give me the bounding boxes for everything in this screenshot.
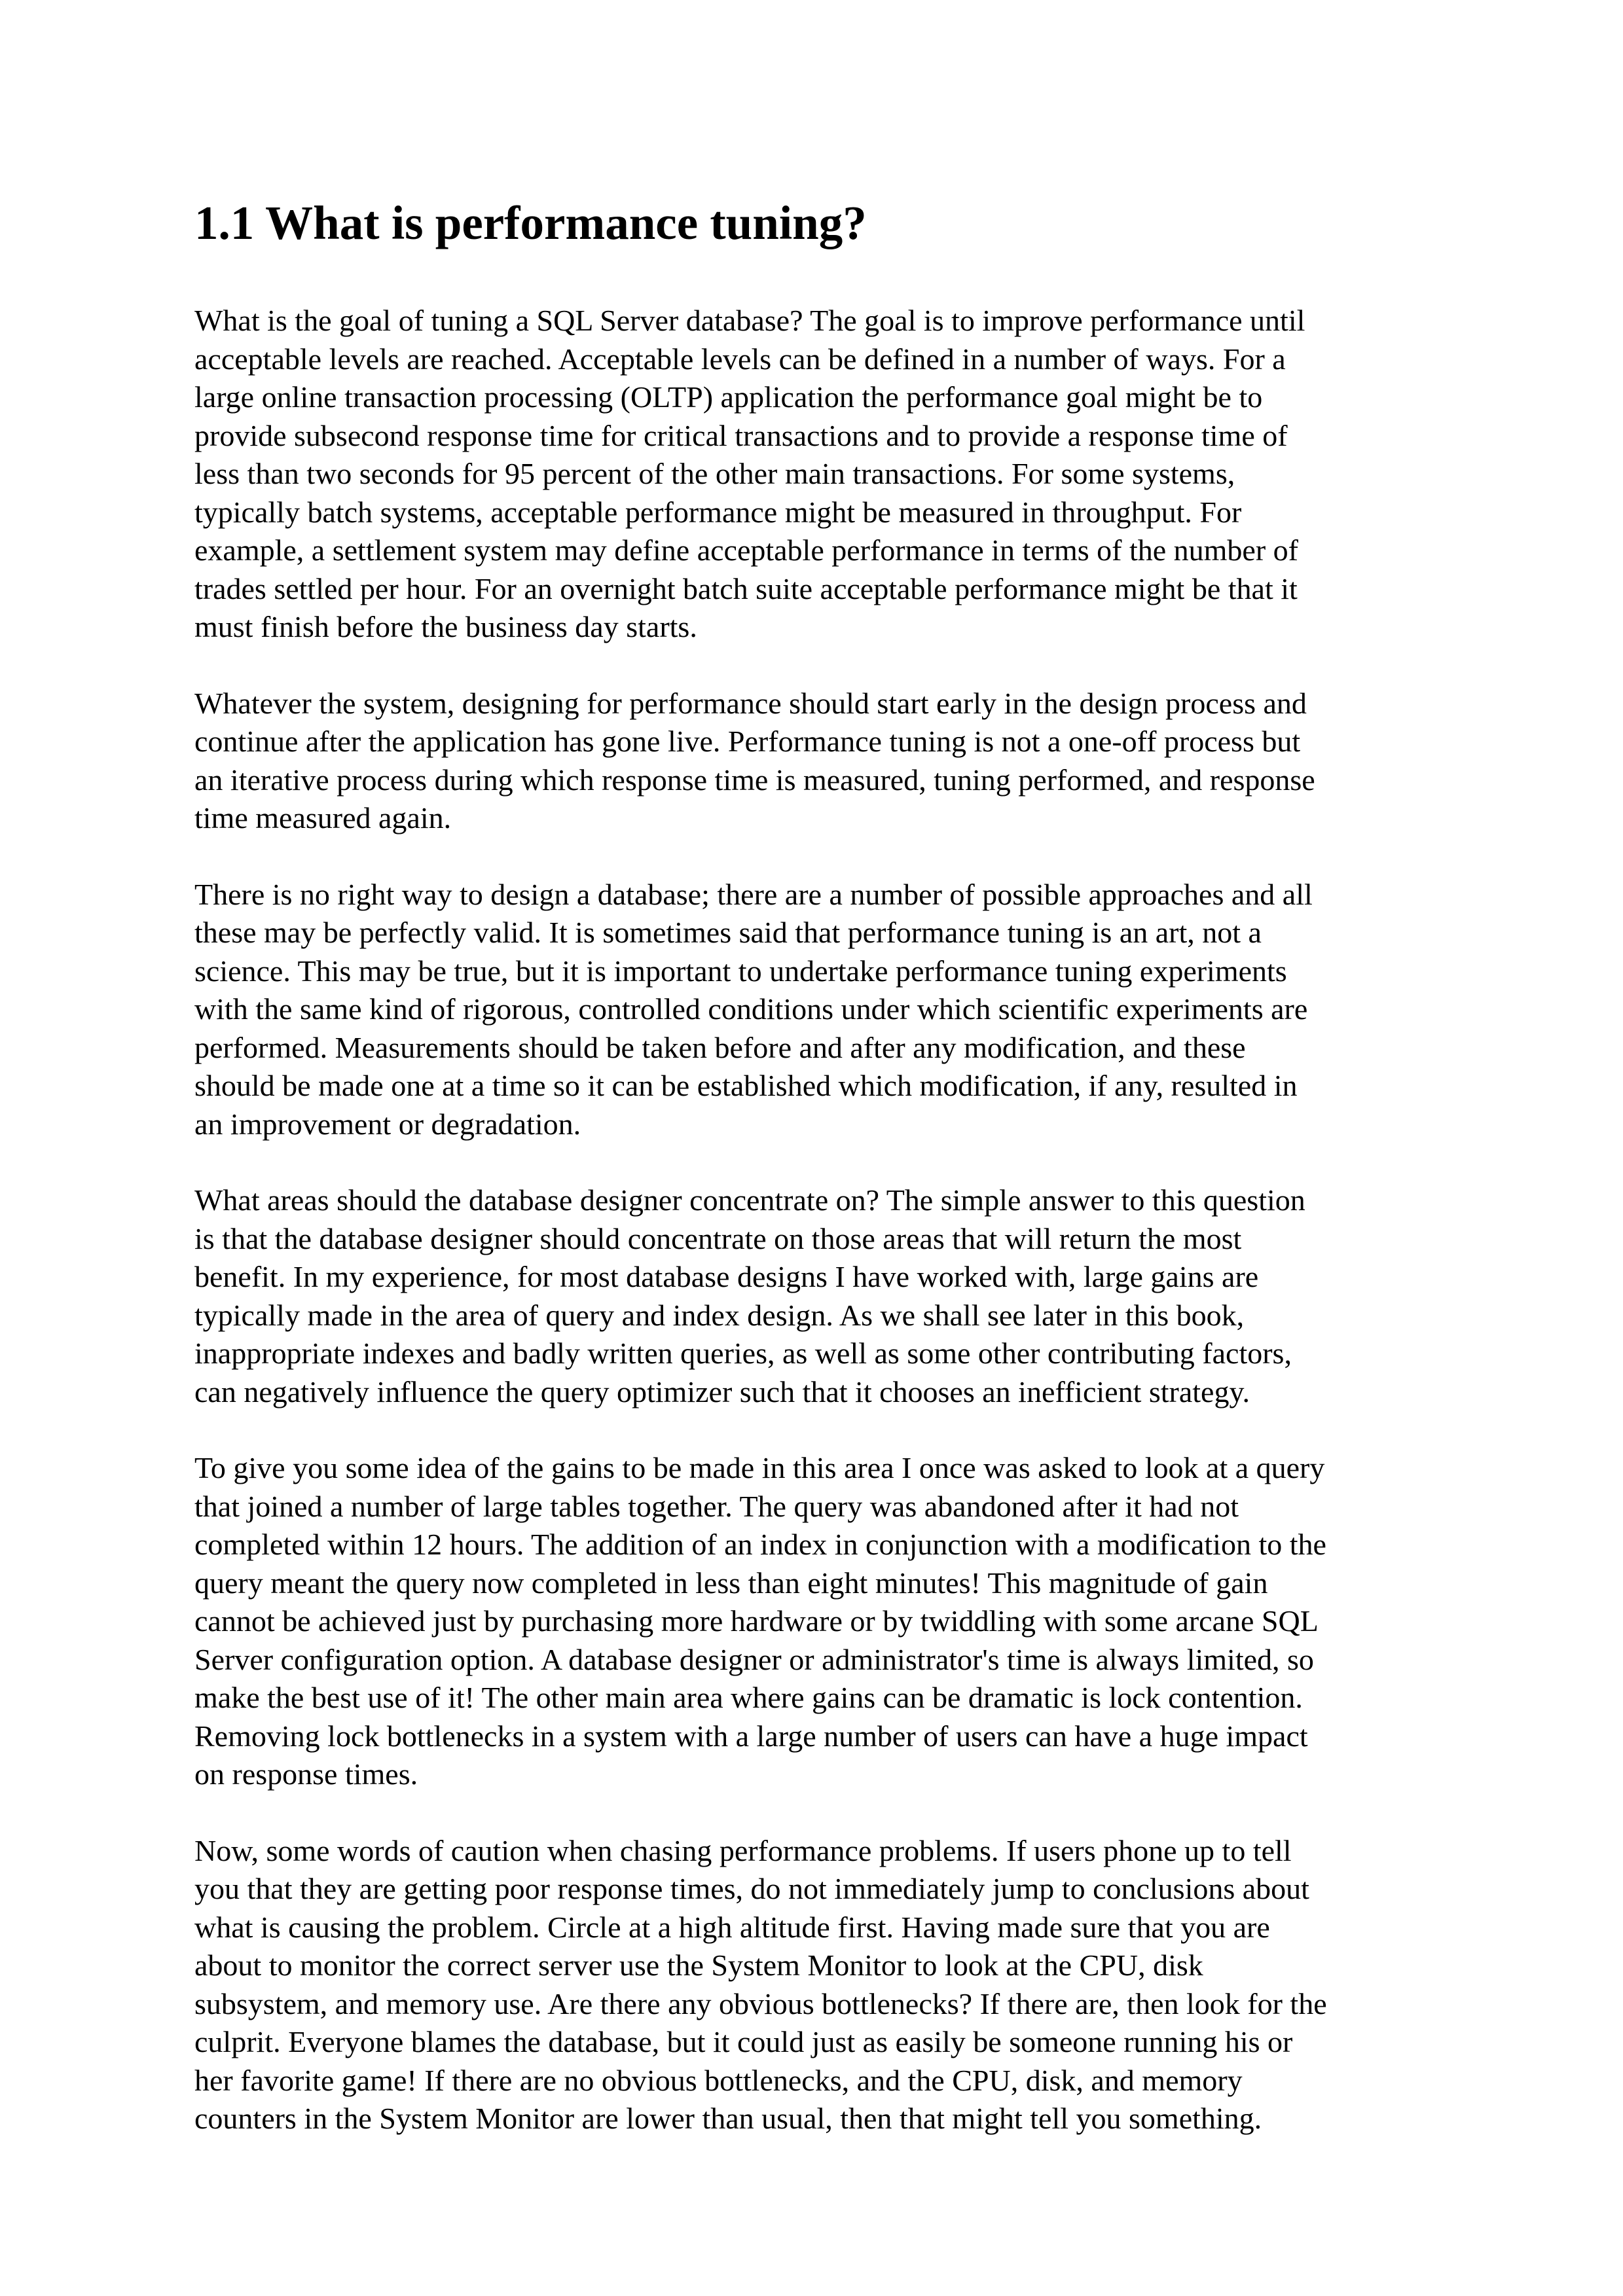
paragraph-line: you that they are getting poor response times, do not immediately jump to conclusions about: [194, 1872, 1309, 1905]
paragraph-line: culprit. Everyone blames the database, but it could just as easily be someone running his or: [194, 2025, 1293, 2058]
paragraph-line: can negatively influence the query optimizer such that it chooses an inefficient strategy.: [194, 1374, 1250, 1408]
paragraph-line: completed within 12 hours. The addition of an index in conjunction with a modification to the: [194, 1528, 1326, 1561]
paragraph-line: performed. Measurements should be taken before and after any modification, and these: [194, 1030, 1246, 1064]
paragraph-line: inappropriate indexes and badly written queries, as well as some other contributing factors,: [194, 1336, 1292, 1370]
paragraph-line: make the best use of it! The other main area where gains can be dramatic is lock contention.: [194, 1681, 1303, 1714]
paragraph-line: subsystem, and memory use. Are there any obvious bottlenecks? If there are, then look for the: [194, 1986, 1327, 2020]
document-page: [194, 194, 1451, 2138]
paragraph-line: query meant the query now completed in less than eight minutes! This magnitude of gain: [194, 1566, 1268, 1600]
paragraph-line: less than two seconds for 95 percent of the other main transactions. For some systems,: [194, 457, 1235, 490]
paragraph-line: There is no right way to design a database; there are a number of possible approaches and all: [194, 877, 1313, 911]
paragraph-line: with the same kind of rigorous, controlled conditions under which scientific experiments are: [194, 992, 1308, 1026]
paragraph-4: [194, 1181, 1451, 1411]
paragraph-5: [194, 1449, 1451, 1794]
paragraph-line: Server configuration option. A database designer or administrator's time is always limited, so: [194, 1642, 1314, 1676]
paragraph-line: trades settled per hour. For an overnight batch suite acceptable performance might be that it: [194, 571, 1298, 605]
paragraph-line: these may be perfectly valid. It is sometimes said that performance tuning is an art, not a: [194, 916, 1262, 949]
paragraph-line: is that the database designer should concentrate on those areas that will return the most: [194, 1221, 1242, 1255]
paragraph-line: an iterative process during which response time is measured, tuning performed, and response: [194, 762, 1315, 797]
paragraph-line: Now, some words of caution when chasing performance problems. If users phone up to tell: [194, 1833, 1292, 1867]
paragraph-3: [194, 876, 1451, 1144]
paragraph-line: Removing lock bottlenecks in a system with a large number of users can have a huge impact: [194, 1719, 1308, 1753]
paragraph-line: typically made in the area of query and index design. As we shall see later in this book,: [194, 1298, 1245, 1332]
paragraph-line: should be made one at a time so it can be established which modification, if any, resulted in: [194, 1069, 1298, 1102]
paragraph-line: To give you some idea of the gains to be made in this area I once was asked to look at a query: [194, 1451, 1325, 1484]
paragraph-line: on response times.: [194, 1757, 418, 1791]
paragraph-line: typically batch systems, acceptable performance might be measured in throughput. For: [194, 495, 1242, 529]
paragraph-6: [194, 1832, 1451, 2138]
paragraph-line: provide subsecond response time for critical transactions and to provide a response time of: [194, 418, 1288, 452]
paragraph-line: Whatever the system, designing for performance should start early in the design process and: [194, 686, 1307, 720]
paragraph-line: what is causing the problem. Circle at a high altitude first. Having made sure that you are: [194, 1910, 1270, 1944]
paragraph-line: science. This may be true, but it is important to undertake performance tuning experiments: [194, 954, 1287, 988]
paragraph-line: large online transaction processing (OLTP) application the performance goal might be to: [194, 380, 1263, 414]
paragraph-line: benefit. In my experience, for most database designs I have worked with, large gains are: [194, 1260, 1259, 1293]
paragraph-line: her favorite game! If there are no obvious bottlenecks, and the CPU, disk, and memory: [194, 2063, 1243, 2097]
paragraph-line: about to monitor the correct server use the System Monitor to look at the CPU, disk: [194, 1948, 1203, 1982]
paragraph-line: continue after the application has gone live. Performance tuning is not a one-off process but: [194, 725, 1301, 758]
section-heading: 1.1 What is performance tuning?: [194, 196, 867, 249]
paragraph-line: time measured again.: [194, 801, 452, 834]
paragraph-2: [194, 685, 1451, 838]
paragraph-line: cannot be achieved just by purchasing more hardware or by twiddling with some arcane SQL: [194, 1604, 1319, 1638]
paragraph-line: that joined a number of large tables together. The query was abandoned after it had not: [194, 1489, 1239, 1523]
paragraph-line: What is the goal of tuning a SQL Server database? The goal is to improve performance until: [194, 304, 1305, 337]
paragraph-line: acceptable levels are reached. Acceptable levels can be defined in a number of ways. For a: [194, 342, 1286, 376]
paragraph-line: What areas should the database designer concentrate on? The simple answer to this question: [194, 1183, 1305, 1217]
paragraph-line: must finish before the business day starts.: [194, 610, 697, 643]
paragraph-line: counters in the System Monitor are lower than usual, then that might tell you something.: [194, 2102, 1262, 2135]
paragraph-line: example, a settlement system may define acceptable performance in terms of the number of: [194, 533, 1298, 567]
paragraph-line: an improvement or degradation.: [194, 1107, 581, 1141]
paragraph-1: [194, 302, 1451, 647]
